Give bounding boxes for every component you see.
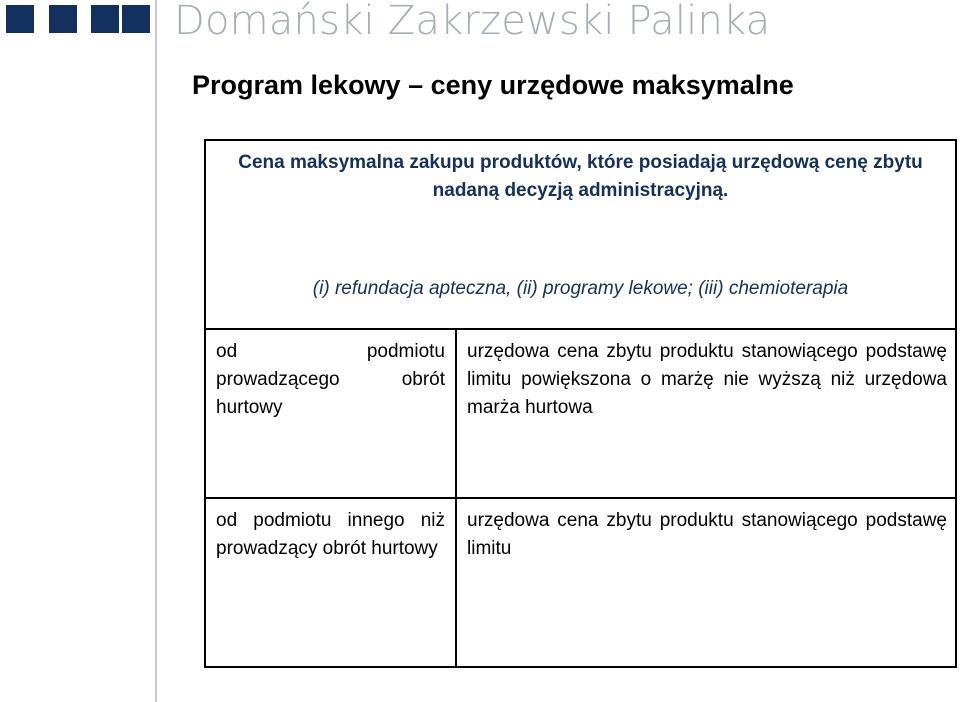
slide-title: Program lekowy – ceny urzędowe maksymalne [192, 70, 794, 100]
source-cell: od podmiotu prowadzącego obrót hurtowy [206, 330, 457, 497]
brand-name: Domański Zakrzewski Palinka [174, 0, 771, 44]
scope-text: (i) refundacja apteczna, (ii) programy lekowe; (iii) chemioterapia [312, 278, 849, 299]
source-cell: od podmiotu innego niż prowadzący obrót hurtowy [206, 499, 457, 666]
logo-square-3 [91, 5, 119, 33]
logo-square-4 [122, 5, 150, 33]
table-row [204, 497, 957, 668]
header-divider [155, 0, 157, 702]
logo-square-2 [49, 5, 77, 33]
price-cell: urzędowa cena zbytu produktu stanowiącego podstawę limitu powiększona o marżę nie wyższą niż urzędowa marża hurtowa [467, 341, 947, 418]
price-cell: urzędowa cena zbytu produktu stanowiącego podstawę limitu [467, 510, 947, 559]
intro-text: Cena maksymalna zakupu produktów, które posiadają urzędową cenę zbytu nadaną decyzją administracyjną. [238, 152, 923, 201]
logo-square-1 [6, 5, 34, 33]
table-row [204, 328, 957, 499]
